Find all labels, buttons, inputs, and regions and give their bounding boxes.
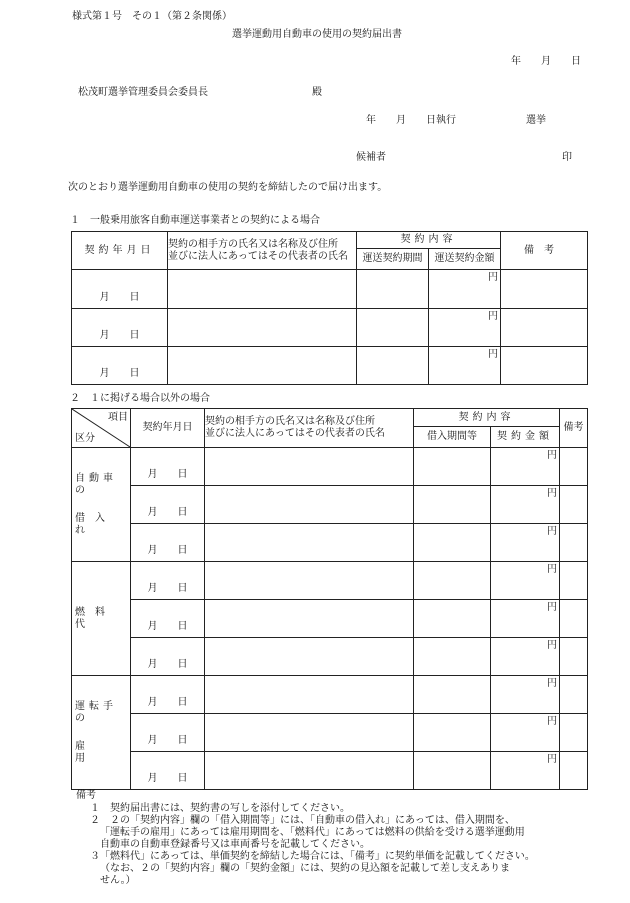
s1-date-cell[interactable]: 月 日 [72,270,168,309]
section2-heading: ２ １に掲げる場合以外の場合 [70,393,210,404]
s2-remarks-cell[interactable] [560,448,588,486]
table-row [72,486,588,524]
note-line: ３「燃料代」にあっては、単価契約を締結した場合には、「備考」に契約単価を記載してください。 [90,851,535,862]
table-row [72,714,588,752]
note-line: １ 契約届出書には、契約書の写しを添付してください。 [90,803,350,814]
candidate-label: 候補者 [356,152,386,163]
table-row [72,347,588,385]
s1-header-amount: 運送契約金額 [429,249,501,270]
s2-period-cell[interactable] [414,600,491,638]
s2-remarks-cell[interactable] [560,676,588,714]
seal-mark: 印 [562,152,572,163]
s2-party-cell[interactable] [205,714,414,752]
s2-amount-cell[interactable]: 円 [491,562,560,600]
s1-remarks-cell[interactable] [501,309,588,347]
s2-remarks-cell[interactable] [560,486,588,524]
s2-party-cell[interactable] [205,600,414,638]
s2-remarks-cell[interactable] [560,600,588,638]
s2-corner-top: 項目 [108,412,128,423]
s2-period-cell[interactable] [414,752,491,790]
s2-date-cell[interactable]: 月 日 [131,714,205,752]
s1-amount-cell[interactable]: 円 [429,270,501,309]
section2-table [71,408,588,790]
table-row [72,752,588,790]
form-number: 様式第１号 その１（第２条関係） [72,11,232,22]
s2-party-cell[interactable] [205,448,414,486]
election-label: 選挙 [526,115,546,126]
s2-amount-cell[interactable]: 円 [491,676,560,714]
s1-header-period: 運送契約期間 [357,249,429,270]
s2-date-cell[interactable]: 月 日 [131,486,205,524]
s2-date-cell[interactable]: 月 日 [131,638,205,676]
s2-party-cell[interactable] [205,752,414,790]
s2-header-remarks: 備考 [560,409,588,448]
section1-heading: １ 一般乗用旅客自動車運送事業者との契約による場合 [70,215,320,226]
notes-heading: 備考 [76,790,96,801]
s1-header-remarks: 備考 [501,232,588,270]
s1-party-cell[interactable] [168,270,357,309]
s1-amount-cell[interactable]: 円 [429,347,501,385]
section1-table [71,231,588,385]
table-row [72,309,588,347]
s2-remarks-cell[interactable] [560,524,588,562]
date-line: 年 月 日 [511,56,581,67]
s2-header-amount: 契約金額 [491,427,560,448]
s2-header-date: 契約年月日 [131,409,205,448]
s2-amount-cell[interactable]: 円 [491,638,560,676]
s2-period-cell[interactable] [414,486,491,524]
s1-header-party: 契約の相手方の氏名又は名称及び住所 並びに法人にあってはその代表者の氏名 [168,232,357,270]
s2-remarks-cell[interactable] [560,714,588,752]
s2-period-cell[interactable] [414,562,491,600]
s2-date-cell[interactable]: 月 日 [131,752,205,790]
note-line: 自動車の自動車登録番号又は車両番号を記載してください。 [100,839,370,850]
table-row [72,524,588,562]
table-row [72,562,588,600]
s1-header-date: 契約年月日 [72,232,168,270]
note-line: 「運転手の雇用」にあっては雇用期間を、「燃料代」にあっては燃料の供給を受ける選挙運動用 [100,827,525,838]
s2-amount-cell[interactable]: 円 [491,600,560,638]
honorific: 殿 [312,87,322,98]
s1-party-cell[interactable] [168,309,357,347]
note-line: （なお、２の「契約内容」欄の「契約金額」には、契約の見込額を記載して差し支えありま [100,863,510,874]
s2-party-cell[interactable] [205,562,414,600]
s2-corner-bottom: 区分 [75,433,95,444]
intro-text: 次のとおり選挙運動用自動車の使用の契約を締結したので届け出ます。 [68,182,388,193]
s2-remarks-cell[interactable] [560,638,588,676]
s2-header-content: 契約内容 [414,409,560,427]
s1-date-cell[interactable]: 月 日 [72,347,168,385]
s2-amount-cell[interactable]: 円 [491,486,560,524]
s1-party-cell[interactable] [168,347,357,385]
addressee: 松茂町選挙管理委員会委員長 [78,87,208,98]
s2-period-cell[interactable] [414,714,491,752]
s2-period-cell[interactable] [414,676,491,714]
s1-period-cell[interactable] [357,270,429,309]
note-line: せん。） [100,875,136,886]
s1-period-cell[interactable] [357,309,429,347]
s1-date-cell[interactable]: 月 日 [72,309,168,347]
s2-date-cell[interactable]: 月 日 [131,600,205,638]
s2-party-cell[interactable] [205,486,414,524]
s1-amount-cell[interactable]: 円 [429,309,501,347]
table-row [72,676,588,714]
s2-amount-cell[interactable]: 円 [491,752,560,790]
s2-date-cell[interactable]: 月 日 [131,562,205,600]
election-date-line: 年 月 日執行 [366,115,456,126]
table-row [72,638,588,676]
s2-amount-cell[interactable]: 円 [491,714,560,752]
s2-amount-cell[interactable]: 円 [491,448,560,486]
table-row [72,448,588,486]
s2-party-cell[interactable] [205,638,414,676]
s2-header-period: 借入期間等 [414,427,491,448]
s1-remarks-cell[interactable] [501,270,588,309]
s2-party-cell[interactable] [205,524,414,562]
s2-amount-cell[interactable]: 円 [491,524,560,562]
s2-period-cell[interactable] [414,448,491,486]
s2-header-party: 契約の相手方の氏名又は名称及び住所 並びに法人にあってはその代表者の氏名 [205,409,414,448]
s2-remarks-cell[interactable] [560,562,588,600]
s1-period-cell[interactable] [357,347,429,385]
s1-header-content: 契約内容 [357,232,501,249]
s1-remarks-cell[interactable] [501,347,588,385]
s2-group-driver-hire: 運転手の 雇用 [72,676,131,790]
s2-date-cell[interactable]: 月 日 [131,524,205,562]
s2-group-fuel: 燃料代 [72,562,131,676]
note-line: ２ ２の「契約内容」欄の「借入期間等」には、「自動車の借入れ」にあっては、借入期間を、 [90,815,515,826]
s2-group-vehicle-rental: 自動車の 借入れ [72,448,131,562]
s2-date-cell[interactable]: 月 日 [131,676,205,714]
table-row [72,270,588,309]
s2-corner-cell [72,409,131,448]
table-row [72,600,588,638]
s2-period-cell[interactable] [414,638,491,676]
s2-date-cell[interactable]: 月 日 [131,448,205,486]
s2-period-cell[interactable] [414,524,491,562]
s2-remarks-cell[interactable] [560,752,588,790]
s2-party-cell[interactable] [205,676,414,714]
document-title: 選挙運動用自動車の使用の契約届出書 [232,29,402,40]
